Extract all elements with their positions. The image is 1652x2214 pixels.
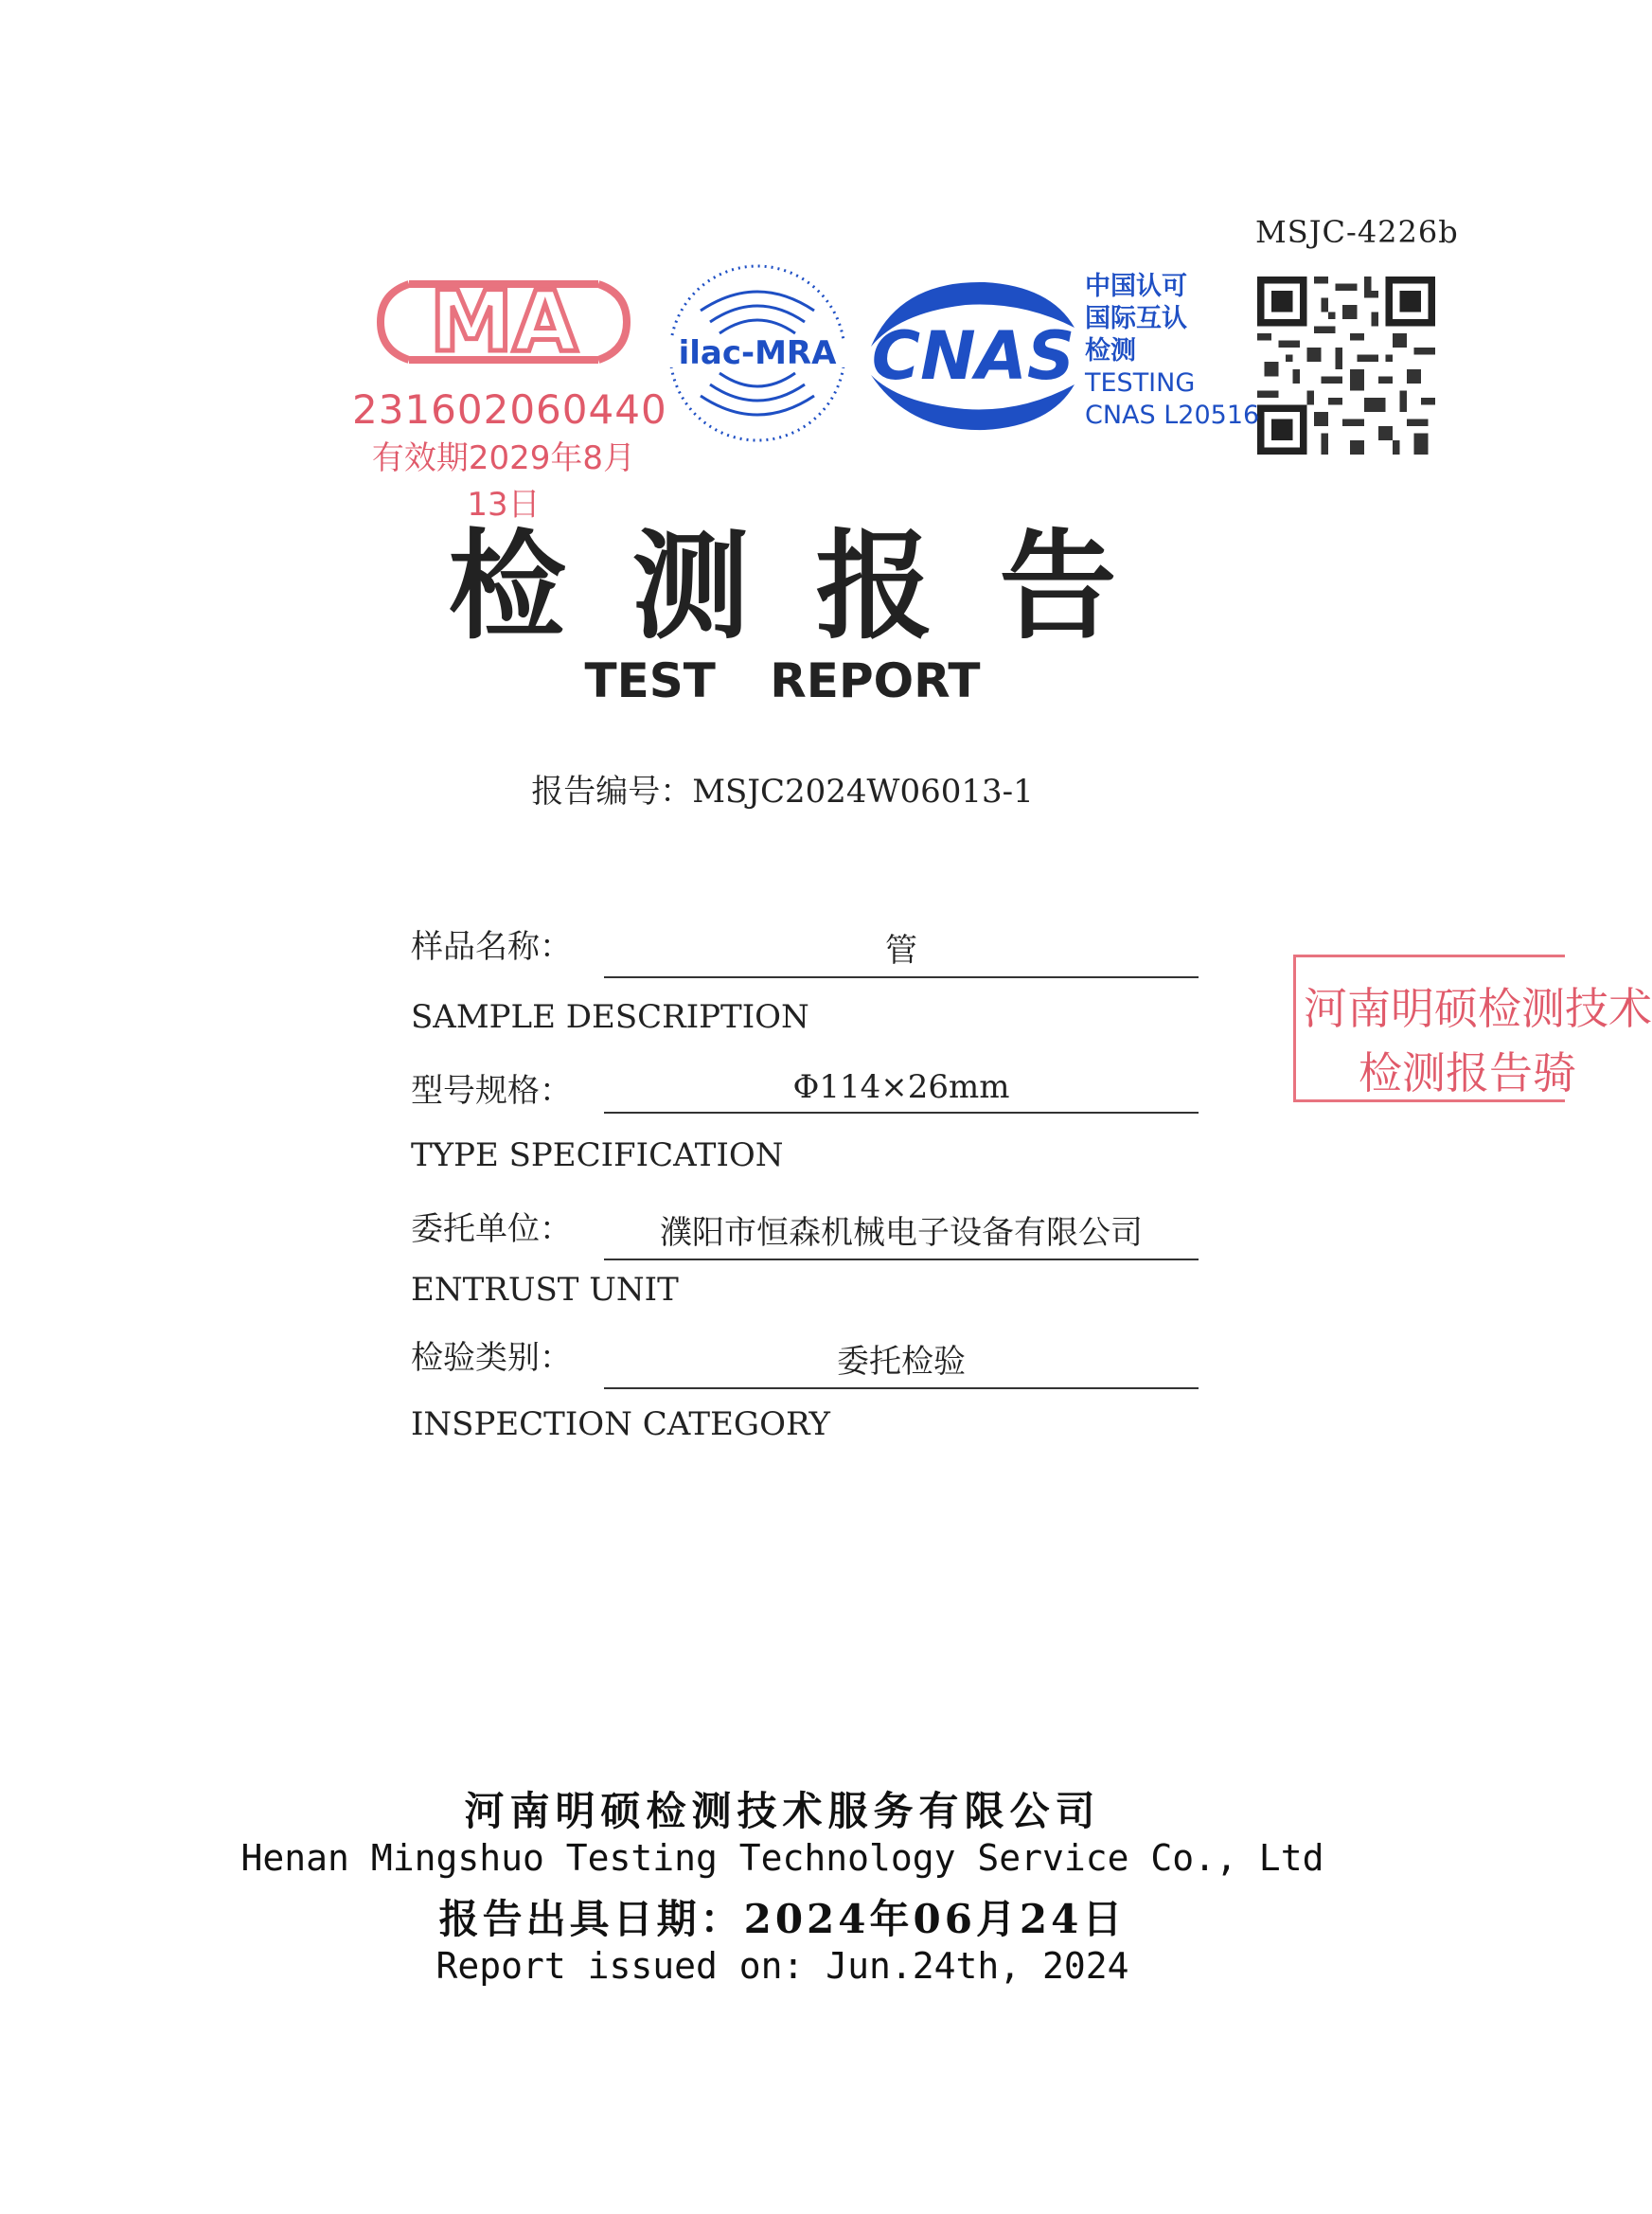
cnas-logo-icon [862, 271, 1079, 441]
field-label-sample: 样品名称： [411, 928, 572, 966]
cma-logo-text: MA [430, 273, 577, 370]
title-en: TEST REPORT [584, 653, 981, 708]
seam-seal-line-2: 检测报告骑 [1359, 1047, 1576, 1098]
company-name-en: Henan Mingshuo Testing Technology Service Co., Ltd [240, 1837, 1324, 1879]
title-zh: 检测报告 [448, 518, 1183, 655]
cnas-line-1: 中国认可 [1085, 272, 1187, 301]
company-name-zh: 河南明硕检测技术服务有限公司 [464, 1788, 1101, 1834]
seam-seal-line-1: 河南明硕检测技术 [1304, 983, 1652, 1034]
field-value-entrust: 濮阳市恒森机械电子设备有限公司 [604, 1206, 1199, 1260]
field-label-entrust: 委托单位： [411, 1210, 572, 1248]
cnas-line-4: TESTING [1085, 368, 1196, 398]
field-en-type: TYPE SPECIFICATION [411, 1136, 784, 1174]
field-value-category: 委托检验 [604, 1335, 1199, 1389]
field-en-sample: SAMPLE DESCRIPTION [411, 998, 809, 1036]
field-value-type: Φ114×26mm [604, 1068, 1199, 1114]
cma-number: 231602060440 [352, 386, 667, 433]
ilac-logo-text: ilac-MRA [678, 334, 837, 372]
field-en-category: INSPECTION CATEGORY [411, 1405, 830, 1443]
seam-seal-stamp [1293, 955, 1652, 1102]
cnas-line-3: 检测 [1085, 336, 1136, 366]
ilac-mra-logo-icon [663, 254, 852, 453]
field-en-entrust: ENTRUST UNIT [411, 1271, 679, 1309]
cnas-line-5: CNAS L20516 [1085, 401, 1260, 430]
cnas-logo-text: CNAS [871, 317, 1075, 395]
cma-validity: 有效期2029年8月13日 [371, 439, 636, 524]
form-code: MSJC-4226b [1255, 214, 1459, 250]
field-value-sample: 管 [604, 924, 1199, 978]
qr-code-icon [1257, 277, 1435, 455]
cnas-line-2: 国际互认 [1085, 304, 1187, 333]
cnas-text-block [1085, 271, 1259, 432]
issue-date-en: Report issued on: Jun.24th, 2024 [435, 1945, 1129, 1987]
issue-date-zh: 报告出具日期：2024年06月24日 [438, 1896, 1127, 1942]
report-number: 报告编号：MSJC2024W06013-1 [531, 773, 1034, 811]
field-label-type: 型号规格： [411, 1072, 572, 1110]
field-label-category: 检验类别： [411, 1339, 572, 1377]
